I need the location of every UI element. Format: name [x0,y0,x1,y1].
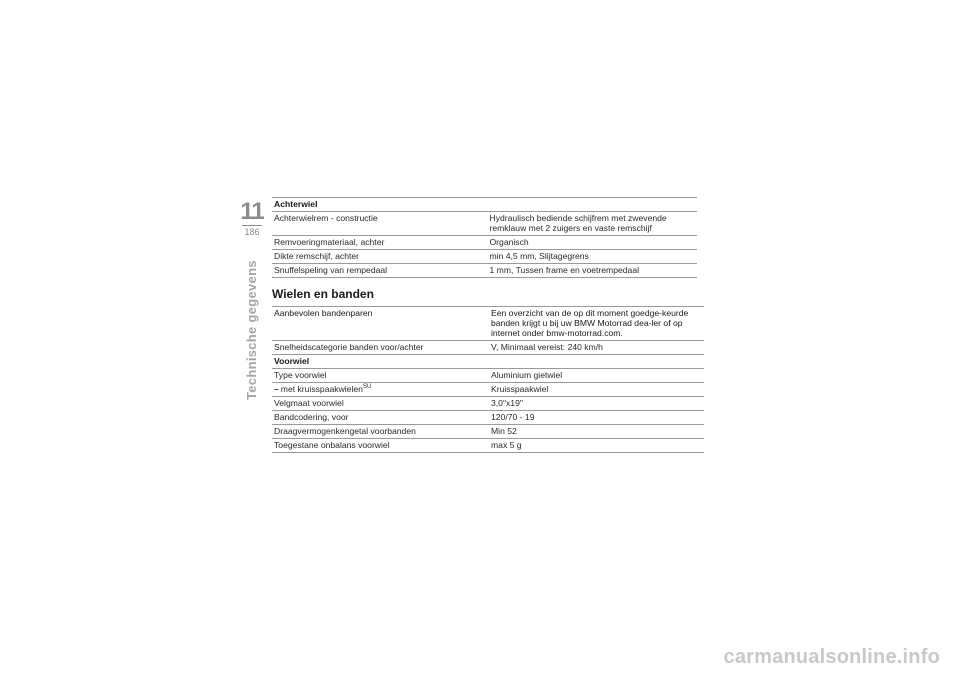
table-row [272,425,704,439]
table-row [272,307,704,341]
row-value: Een overzicht van de op dit moment goedge-keurde banden krijgt u bij uw BMW Motorrad dea-ler of op internet onder bmw-motorrad.com. [486,307,704,341]
option-label: met kruisspaakwielen [280,384,363,394]
rear-wheel-heading: Achterwiel [272,198,697,212]
table-row [272,411,704,425]
row-label: Bandcodering, voor [272,411,486,425]
row-label: Toegestane onbalans voorwiel [272,439,486,453]
row-value: V, Minimaal vereist: 240 km/h [486,341,704,355]
table-heading-row [272,355,704,369]
row-value: Aluminium gietwiel [486,369,704,383]
table-row [272,264,697,278]
section-title: Wielen en banden [272,287,374,301]
row-label: Type voorwiel [272,369,486,383]
table-row [272,212,697,236]
row-value: Organisch [485,236,698,250]
dash-bullet: – [274,384,279,394]
table-row [272,236,697,250]
table-row [272,341,704,355]
row-value: 1 mm, Tussen frame en voetrempedaal [485,264,698,278]
row-value: min 4,5 mm, Slijtagegrens [485,250,698,264]
chapter-divider [242,225,262,226]
row-label: Velgmaat voorwiel [272,397,486,411]
row-value: Kruisspaakwiel [486,383,704,397]
table-row [272,397,704,411]
row-label: Dikte remschijf, achter [272,250,485,264]
chapter-side-title: Technische gegevens [244,260,259,400]
table-row [272,439,704,453]
row-value: max 5 g [486,439,704,453]
row-label: Snuffelspeling van rempedaal [272,264,485,278]
row-label: Snelheidscategorie banden voor/achter [272,341,486,355]
row-label: Remvoeringmateriaal, achter [272,236,485,250]
page-number: 186 [244,227,260,237]
table-row [272,383,704,397]
table-heading-row [272,198,697,212]
row-label-option [272,383,486,397]
option-code: SU [362,384,372,390]
rear-wheel-table [272,197,697,278]
row-value: Min 52 [486,425,704,439]
table-row [272,369,704,383]
chapter-marker [240,200,264,237]
row-value: 3,0"x19" [486,397,704,411]
row-label: Draagvermogenkengetal voorbanden [272,425,486,439]
row-value: Hydraulisch bediende schijfrem met zwevende remklauw met 2 zuigers en vaste remschijf [485,212,698,236]
front-wheel-heading: Voorwiel [272,355,704,369]
spec-content [272,197,697,453]
row-value: 120/70 - 19 [486,411,704,425]
row-label: Aanbevolen bandenparen [272,307,486,341]
chapter-number: 11 [240,198,264,225]
row-label: Achterwielrem - constructie [272,212,485,236]
table-row [272,250,697,264]
watermark: carmanualsonline.info [723,646,940,668]
wheels-tires-table [272,306,704,453]
